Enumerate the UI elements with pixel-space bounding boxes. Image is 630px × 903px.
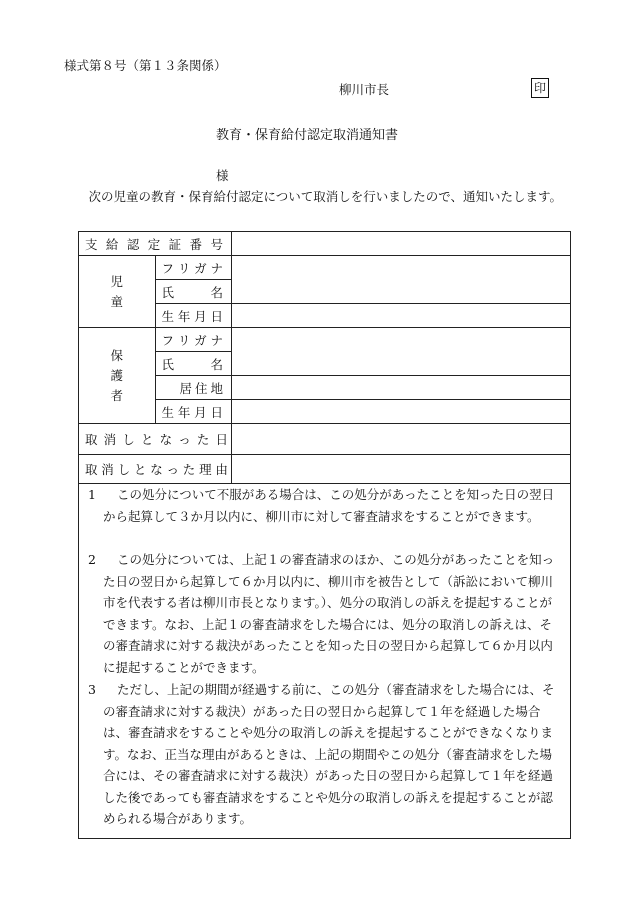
intro-paragraph: 次の児童の教育・保育給付認定について取消しを行いましたので、通知いたします。 bbox=[88, 189, 563, 204]
guardian-birthdate-value[interactable] bbox=[232, 400, 571, 424]
note-2-number: 2 bbox=[88, 552, 96, 567]
guardian-name-value[interactable] bbox=[232, 328, 571, 376]
cancellation-form-table bbox=[78, 231, 571, 484]
child-birthdate-value[interactable] bbox=[232, 304, 571, 328]
label-char: 生 bbox=[161, 404, 175, 420]
label-char: 生 bbox=[161, 308, 175, 324]
label-char: 取 bbox=[85, 432, 98, 447]
group-label-char: 童 bbox=[110, 293, 123, 309]
label-char: ナ bbox=[210, 332, 223, 348]
guardian-birthdate-label bbox=[155, 400, 232, 424]
label-char: し bbox=[122, 432, 135, 447]
child-furigana-label bbox=[155, 256, 232, 280]
note-1-number: 1 bbox=[88, 487, 96, 502]
document-title: 教育・保育給付認定取消通知書 bbox=[216, 128, 399, 143]
label-char: リ bbox=[177, 332, 191, 348]
label-char: フ bbox=[161, 332, 175, 348]
label-char: 年 bbox=[177, 404, 191, 420]
label-char: ガ bbox=[194, 260, 207, 276]
label-char: 居 bbox=[179, 380, 193, 396]
seal-box: 印 bbox=[531, 78, 549, 98]
note-2 bbox=[88, 549, 562, 678]
label-char: 名 bbox=[210, 356, 223, 372]
label-char: 号 bbox=[210, 236, 223, 252]
child-name-value[interactable] bbox=[232, 256, 571, 304]
label-char: 消 bbox=[101, 462, 114, 477]
label-char: 名 bbox=[210, 284, 223, 300]
guardian-address-value[interactable] bbox=[232, 376, 571, 400]
label-char: リ bbox=[177, 260, 191, 276]
label-char: 由 bbox=[215, 462, 228, 477]
label-char: と bbox=[133, 462, 147, 477]
guardian-address-label bbox=[155, 376, 232, 400]
group-label-char: 護 bbox=[110, 367, 123, 383]
note-3 bbox=[88, 679, 562, 830]
label-char: 日 bbox=[215, 432, 228, 447]
label-char: 理 bbox=[199, 462, 212, 477]
label-char: 消 bbox=[103, 432, 117, 447]
label-char: ガ bbox=[194, 332, 207, 348]
note-2-text: この処分については、上記１の審査請求のほか、この処分があったことを知った日の翌日から起算して６か月以内に、柳川市を被告として（訴訟において柳川市を代表する者は柳川市長となります。）、処分の取消しの訴えを提起することができます。なお、上記１の審査請求をした場合には、処分の取消しの訴えは、その審査請求に対する裁決があったことを知った日の翌日から起算して６か月以内に提起することができます。 bbox=[103, 552, 555, 675]
label-char: 給 bbox=[105, 236, 119, 252]
label-char: 認 bbox=[126, 236, 140, 252]
label-char: な bbox=[159, 432, 173, 447]
label-char: 番 bbox=[189, 236, 203, 252]
label-char: ナ bbox=[210, 260, 223, 276]
guardian-group-label bbox=[79, 328, 156, 424]
child-birthdate-label bbox=[155, 304, 232, 328]
notes-box bbox=[78, 479, 571, 839]
label-char: 年 bbox=[177, 308, 191, 324]
certificate-number-value[interactable] bbox=[232, 232, 571, 256]
label-char: 地 bbox=[210, 380, 223, 396]
certificate-number-label bbox=[79, 232, 232, 256]
note-3-number: 3 bbox=[88, 682, 96, 697]
label-char: な bbox=[150, 462, 163, 477]
label-char: 月 bbox=[194, 308, 207, 324]
group-label-char: 保 bbox=[110, 347, 123, 363]
note-1 bbox=[88, 484, 562, 527]
note-3-text: ただし、上記の期間が経過する前に、この処分（審査請求をした場合には、その審査請求に対する裁決）があった日の翌日から起算して１年を経過した場合は、審査請求をすることや処分の取消しの訴えを提起することができなくなります。なお、正当な理由があるときは、上記の期間やこの処分（審査請求をした場合には、その審査請求に対する裁決）があった日の翌日から起算して１年を経過した後であっても審査請求をすることや処分の取消しの訴えを提起することが認められる場合があります。 bbox=[103, 682, 555, 826]
cancel-date-value[interactable] bbox=[232, 424, 571, 455]
label-char: 定 bbox=[147, 236, 161, 252]
note-1-text: この処分について不服がある場合は、この処分があったことを知った日の翌日から起算して３か月以内に、柳川市に対して審査請求をすることができます。 bbox=[103, 487, 555, 524]
form-code: 様式第８号（第１３条関係） bbox=[64, 58, 227, 73]
addressee-suffix: 様 bbox=[216, 168, 229, 183]
label-char: 氏 bbox=[161, 284, 175, 300]
child-name-label bbox=[155, 280, 232, 304]
label-char: 日 bbox=[210, 404, 223, 420]
label-char: し bbox=[117, 462, 131, 477]
label-char: フ bbox=[161, 260, 175, 276]
label-char: た bbox=[182, 462, 196, 477]
label-char: 住 bbox=[194, 380, 208, 396]
group-label-char: 児 bbox=[110, 273, 123, 289]
label-char: 氏 bbox=[161, 356, 175, 372]
child-group-label bbox=[79, 256, 156, 328]
issuer-name: 柳川市長 bbox=[339, 82, 390, 97]
guardian-furigana-label bbox=[155, 328, 232, 352]
label-char: 支 bbox=[85, 236, 98, 252]
guardian-name-label bbox=[155, 352, 232, 376]
label-char: っ bbox=[178, 432, 191, 447]
label-char: た bbox=[196, 432, 210, 447]
label-char: 証 bbox=[168, 236, 182, 252]
label-char: と bbox=[140, 432, 154, 447]
label-char: 取 bbox=[85, 462, 98, 477]
label-char: 月 bbox=[194, 404, 207, 420]
cancel-date-label bbox=[79, 424, 232, 455]
label-char: っ bbox=[166, 462, 179, 477]
group-label-char: 者 bbox=[110, 387, 123, 403]
label-char: 日 bbox=[210, 308, 223, 324]
